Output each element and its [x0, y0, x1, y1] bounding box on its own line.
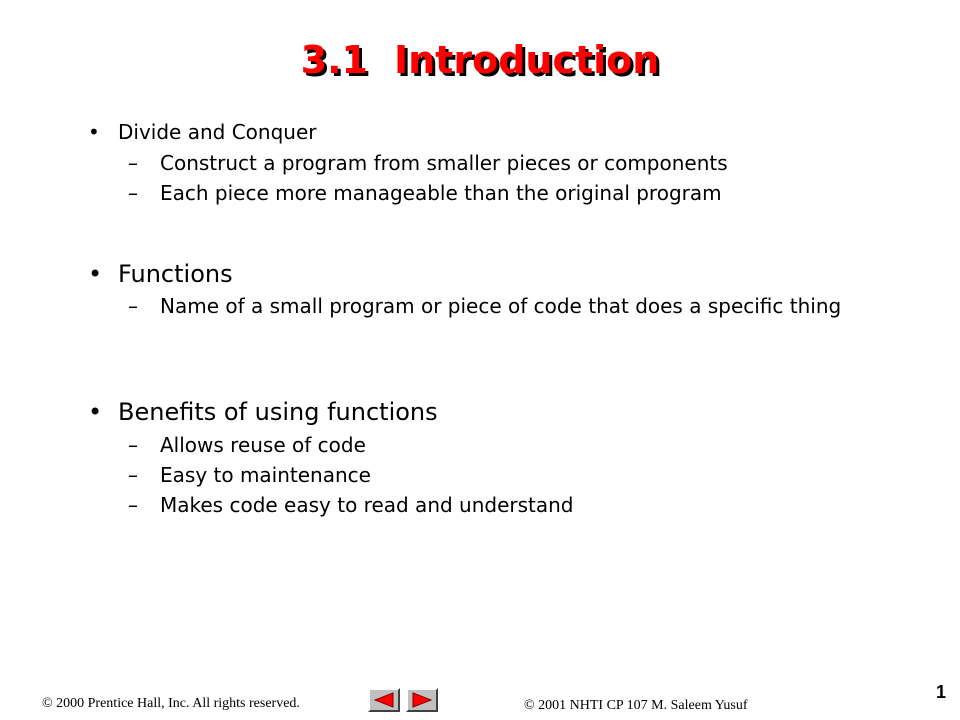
- left-arrow-icon: [373, 692, 395, 708]
- sub-bullet-item: [88, 148, 908, 178]
- next-slide-button[interactable]: [406, 688, 438, 712]
- sub-bullet-text: Makes code easy to read and understand: [160, 493, 574, 517]
- sub-bullet-dash: –: [128, 463, 138, 487]
- sub-bullets: [88, 292, 908, 320]
- sub-bullet-text: Each piece more manageable than the original program: [160, 181, 722, 205]
- sub-bullet-item: [88, 430, 908, 460]
- sub-bullets: [88, 148, 908, 208]
- bullet-item: [88, 396, 908, 428]
- sub-bullet-dash: –: [128, 181, 138, 205]
- bullet-item: [88, 118, 908, 146]
- sub-bullet-item: [88, 460, 908, 490]
- bullet-dot: •: [88, 398, 103, 426]
- sub-bullet-item: [88, 292, 908, 320]
- sub-bullet-dash: –: [128, 151, 138, 175]
- page-number: 1: [935, 682, 946, 702]
- footer-copyright-left: © 2000 Prentice Hall, Inc. All rights reserved.: [42, 696, 300, 711]
- right-arrow-icon: [411, 692, 433, 708]
- bullet-group-divide-and-conquer: [88, 118, 908, 208]
- sub-bullet-dash: –: [128, 433, 138, 457]
- sub-bullet-text: Easy to maintenance: [160, 463, 371, 487]
- bullet-text: Functions: [118, 260, 233, 288]
- sub-bullet-text: Allows reuse of code: [160, 433, 366, 457]
- prev-slide-button[interactable]: [368, 688, 400, 712]
- sub-bullet-dash: –: [128, 294, 138, 318]
- sub-bullet-item: [88, 490, 908, 520]
- sub-bullets: [88, 430, 908, 520]
- bullet-group-benefits: [88, 396, 908, 520]
- sub-bullet-text: Construct a program from smaller pieces or components: [160, 151, 728, 175]
- bullet-dot: •: [88, 260, 103, 288]
- slide-navigation: [368, 688, 438, 712]
- bullet-dot: •: [88, 120, 100, 144]
- footer-copyright-right: © 2001 NHTI CP 107 M. Saleem Yusuf: [524, 698, 748, 713]
- sub-bullet-dash: –: [128, 493, 138, 517]
- slide-title: [0, 38, 960, 82]
- title-text: Introduction: [393, 38, 660, 82]
- bullet-group-functions: [88, 258, 908, 320]
- bullet-text: Divide and Conquer: [118, 120, 317, 144]
- bullet-text: Benefits of using functions: [118, 398, 438, 426]
- bullet-item: [88, 258, 908, 290]
- sub-bullet-item: [88, 178, 908, 208]
- title-number: 3.1: [300, 38, 368, 82]
- sub-bullet-text: Name of a small program or piece of code that does a specific thing: [160, 294, 842, 318]
